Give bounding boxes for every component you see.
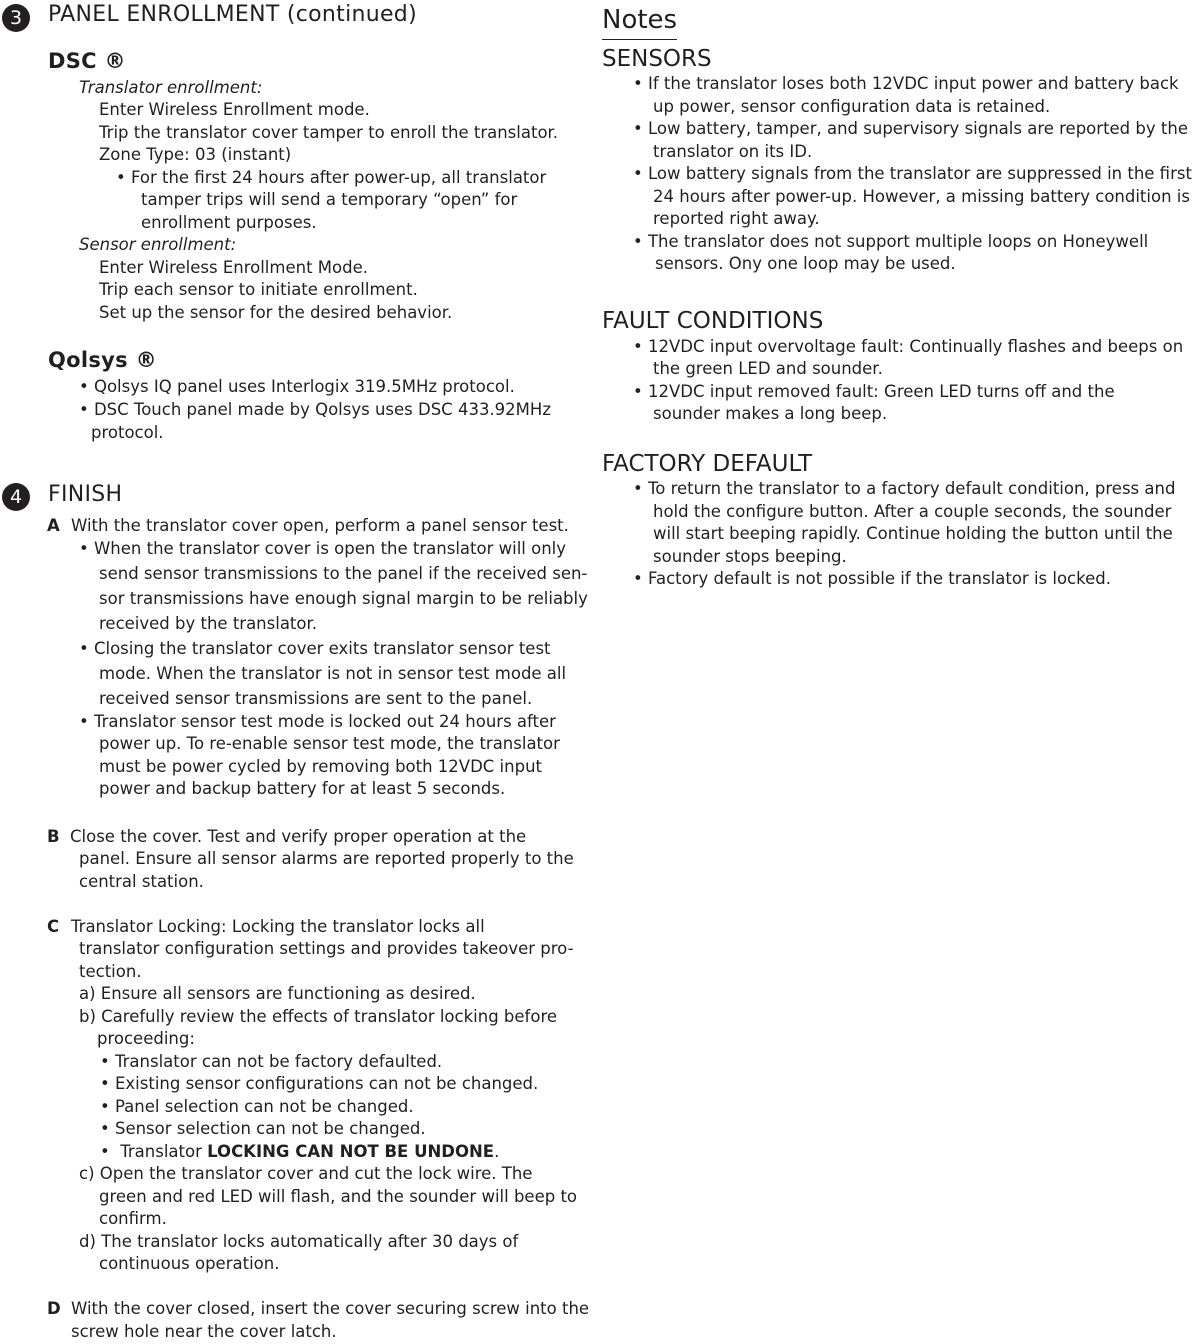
sensors-note-line: sensors. Ony one loop may be used. — [655, 254, 956, 273]
sensors-note-line: reported right away. — [653, 209, 820, 228]
step-c-sub-c: c) Open the translator cover and cut the lock wire. The — [79, 1164, 533, 1183]
step-c-sub-d: d) The translator locks automatically after 30 days of — [79, 1232, 519, 1251]
step-c-sub-a: a) Ensure all sensors are functioning as desired. — [79, 984, 476, 1003]
step-c-sub-d: continuous operation. — [99, 1254, 280, 1273]
factory-note-line: sounder stops beeping. — [653, 547, 847, 566]
factory-note-line: will start beeping rapidly. Continue holding the button until the — [653, 524, 1173, 543]
step-a-bullet: received by the translator. — [99, 614, 318, 633]
step-c-sub-b: proceeding: — [97, 1029, 195, 1048]
dsc-translator-line: Trip the translator cover tamper to enroll the translator. — [99, 123, 559, 142]
step-c-sub-c: confirm. — [99, 1209, 167, 1228]
dsc-translator-bullet: tamper trips will send a temporary “open” for — [141, 190, 518, 209]
step-a-bullet: • Closing the translator cover exits translator sensor test — [79, 639, 551, 658]
dsc-sensor-line: Trip each sensor to initiate enrollment. — [99, 280, 418, 299]
sensors-note-line: 24 hours after power-up. However, a missing battery condition is — [653, 187, 1190, 206]
factory-note-line: • Factory default is not possible if the translator is locked. — [633, 569, 1111, 588]
qolsys-line: • Qolsys IQ panel uses Interlogix 319.5MHz protocol. — [79, 377, 515, 396]
fault-conditions-heading: FAULT CONDITIONS — [602, 308, 824, 334]
step-a-bullet: must be power cycled by removing both 12VDC input — [99, 757, 543, 776]
factory-note-line: • To return the translator to a factory default condition, press and — [633, 479, 1176, 498]
dsc-translator-bullet: • For the first 24 hours after power-up, all translator — [116, 168, 547, 187]
sensor-enrollment-label: Sensor enrollment: — [79, 235, 237, 254]
locking-suffix: . — [494, 1142, 500, 1161]
dsc-translator-line: Enter Wireless Enrollment mode. — [99, 100, 370, 119]
step-b-text: panel. Ensure all sensor alarms are reported properly to the — [79, 849, 574, 868]
step-d-text: screw hole near the cover latch. — [71, 1322, 337, 1341]
factory-note-line: hold the configure button. After a couple seconds, the sounder — [653, 502, 1172, 521]
step-b-letter: B — [47, 827, 60, 846]
step-d-text: With the cover closed, insert the cover securing screw into the — [71, 1299, 590, 1318]
step-c-bullet: • Sensor selection can not be changed. — [100, 1119, 426, 1138]
locking-prefix: • Translator — [100, 1142, 208, 1161]
step-c-bullet: • Existing sensor configurations can not be changed. — [100, 1074, 539, 1093]
step-c-text: Translator Locking: Locking the translator locks all — [71, 917, 485, 936]
sensors-note-line: • If the translator loses both 12VDC input power and battery back — [633, 74, 1179, 93]
qolsys-heading: Qolsys ® — [48, 348, 157, 372]
step-a-bullet: send sensor transmissions to the panel if the received sen- — [99, 564, 588, 583]
notes-title: Notes — [602, 3, 677, 40]
factory-default-heading: FACTORY DEFAULT — [602, 451, 813, 477]
dsc-sensor-line: Set up the sensor for the desired behavior. — [99, 303, 453, 322]
step-a-bullet: sor transmissions have enough signal margin to be reliably — [99, 589, 588, 608]
sensors-note-line: • The translator does not support multiple loops on Honeywell — [633, 232, 1149, 251]
translator-enrollment-label: Translator enrollment: — [79, 78, 263, 97]
dsc-sensor-line: Enter Wireless Enrollment Mode. — [99, 258, 368, 277]
step-d-letter: D — [47, 1299, 61, 1318]
step-4-badge: 4 — [2, 483, 30, 511]
sensors-note-line: • Low battery signals from the translator are suppressed in the first — [633, 164, 1192, 183]
dsc-translator-line: Zone Type: 03 (instant) — [99, 145, 292, 164]
step-a-text: With the translator cover open, perform a panel sensor test. — [71, 516, 569, 535]
step-a-bullet: power and backup battery for at least 5 seconds. — [99, 779, 506, 798]
sensors-note-line: translator on its ID. — [653, 142, 813, 161]
step-a-letter: A — [47, 516, 60, 535]
step-b-text: Close the cover. Test and verify proper operation at the — [70, 827, 527, 846]
locking-warning: LOCKING CAN NOT BE UNDONE — [207, 1142, 495, 1161]
fault-note-line: • 12VDC input overvoltage fault: Continually flashes and beeps on — [633, 337, 1184, 356]
step-3-badge: 3 — [2, 4, 30, 32]
qolsys-line: protocol. — [91, 423, 164, 442]
step-a-bullet: mode. When the translator is not in sensor test mode all — [99, 664, 567, 683]
dsc-heading: DSC ® — [48, 49, 126, 73]
fault-note-line: sounder makes a long beep. — [653, 404, 888, 423]
step-3-title: PANEL ENROLLMENT (continued) — [48, 2, 417, 27]
sensors-heading: SENSORS — [602, 46, 712, 72]
step-c-bullet: • Panel selection can not be changed. — [100, 1097, 414, 1116]
step-a-bullet: • When the translator cover is open the translator will only — [79, 539, 567, 558]
dsc-translator-bullet: enrollment purposes. — [141, 213, 317, 232]
qolsys-line: • DSC Touch panel made by Qolsys uses DSC 433.92MHz — [79, 400, 551, 419]
step-c-text: translator configuration settings and provides takeover pro- — [79, 939, 574, 958]
step-c-text: tection. — [79, 962, 142, 981]
step-c-sub-b: b) Carefully review the effects of translator locking before — [79, 1007, 558, 1026]
step-c-letter: C — [47, 917, 60, 936]
sensors-note-line: up power, sensor configuration data is retained. — [653, 97, 1051, 116]
fault-note-line: the green LED and sounder. — [653, 359, 883, 378]
sensors-note-line: • Low battery, tamper, and supervisory signals are reported by the — [633, 119, 1188, 138]
step-c-bullet: • Translator can not be factory defaulted. — [100, 1052, 443, 1071]
step-a-bullet: received sensor transmissions are sent to the panel. — [99, 689, 533, 708]
step-b-text: central station. — [79, 872, 204, 891]
step-a-bullet: power up. To re-enable sensor test mode, the translator — [99, 734, 560, 753]
step-c-sub-c: green and red LED will flash, and the sounder will beep to — [99, 1187, 578, 1206]
step-a-bullet: • Translator sensor test mode is locked out 24 hours after — [79, 712, 556, 731]
fault-note-line: • 12VDC input removed fault: Green LED turns off and the — [633, 382, 1115, 401]
step-4-title: FINISH — [48, 482, 123, 507]
step-c-bullet-locking — [100, 1141, 499, 1164]
